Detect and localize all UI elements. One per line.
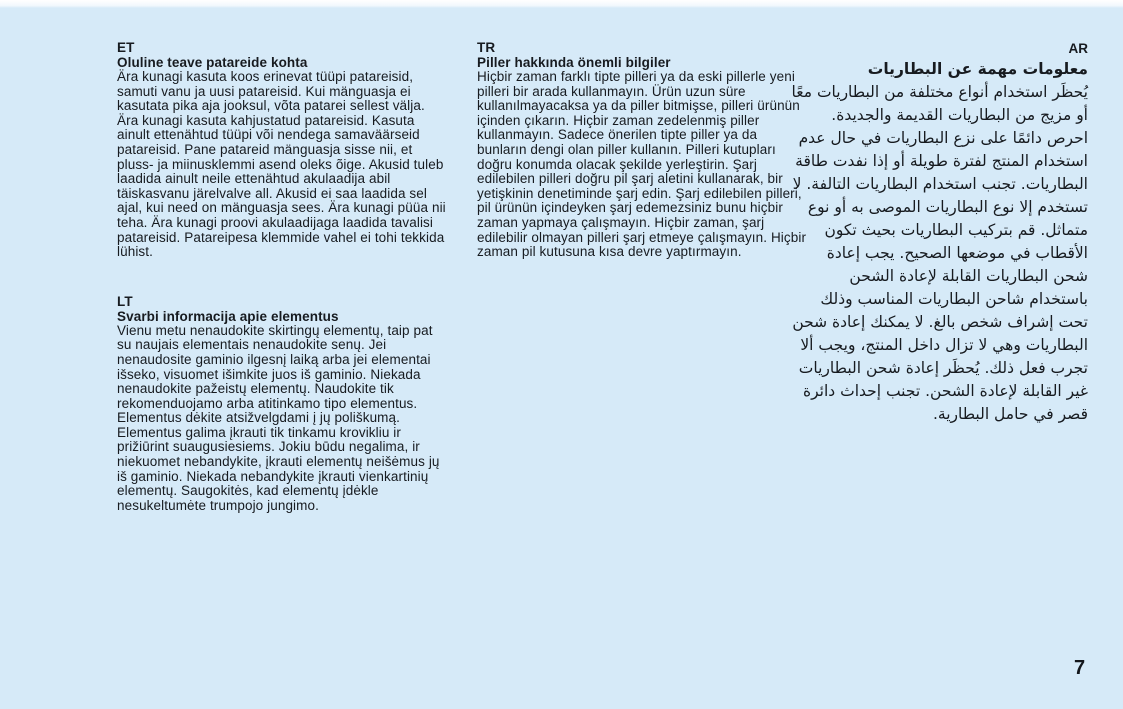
section-tr [477,40,809,260]
language-code-tr: TR [477,40,496,55]
section-lt [117,294,449,514]
column-et-lt [117,40,449,513]
column-ar [788,40,1088,426]
language-code-ar: AR [1068,41,1088,56]
section-body-lt: Vienu metu nenaudokite skirtingų elementų, taip pat su naujais elementais nenaudokite senų. Jei nenaudosite gaminio ilgesnį laiką arba jei elementai išseko, visuomet išimkite juos iš gaminio. Niekada nenaudokite pažeistų elementų. Naudokite tik rekomenduojamo arba atitinkamo tipo elementus. Elementus dėkite atsižvelgdami į jų poliškumą. Elementus galima įkrauti tik tinkamu krovikliu ir prižiūrint suaugusiesiems. Jokiu būdu negalima, ir niekuomet nebandykite, įkrauti elementų neišėmus jų iš gaminio. Niekada nebandykite įkrauti vienkartinių elementų. Saugokitės, kad elementų įdėkle nesukeltumėte trumpojo jungimo. [117,322,440,513]
column-tr [477,40,809,260]
section-title-ar: معلومات مهمة عن البطاريات [867,60,1088,78]
page-top-edge [0,0,1123,8]
section-body-et: Ära kunagi kasuta koos erinevat tüüpi patareisid, samuti vanu ja uusi patareisid. Kui mänguasja ei kasutata pika aja jooksul, võta patarei sellest välja. Ära kunagi kasuta kahjustatud patareisid. Kasuta ainult ettenähtud tüüpi või nendega samaväärseid patareisid. Pane patareid mänguasja sisse nii, et pluss- ja miinusklemmi asend oleks õige. Akusid tuleb laadida ainult neile ettenähtud akulaadija abil täiskasvanu järelvalve all. Akusid ei saa laadida sel ajal, kui need on mänguasja sees. Ära kunagi püüa nii teha. Ära kunagi proovi akulaadijaga laadida tavalisi patareisid. Patareipesa klemmide vahel ei tohi tekkida lühist. [117,69,446,260]
section-title-et: Oluline teave patareide kohta [117,55,308,70]
language-code-lt: LT [117,293,133,309]
language-code-et: ET [117,40,135,55]
section-title-lt: Svarbi informacija apie elementus [117,308,339,324]
section-ar [788,40,1088,426]
section-body-tr: Hiçbir zaman farklı tipte pilleri ya da eski pillerle yeni pilleri bir arada kullanmayın. Ürün uzun süre kullanılmayacaksa ya da piller bitmişse, pilleri ürünün içinden çıkarın. Hiçbir zaman zedelenmiş piller kullanmayın. Sadece önerilen tipte piller ya da bunların dengi olan piller kullanın. Pilleri kutupları doğru konumda olacak şekilde yerleştirin. Şarj edilebilen pilleri doğru pil şarj aletini kullanarak, bir yetişkinin denetiminde şarj edin. Şarj edilebilen pilleri, pil ürünün içindeyken şarj edemezsiniz bunu hiçbir zaman yapmaya çalışmayın. Hiçbir zaman, şarj edilebilir olmayan pilleri şarj etmeye çalışmayın. Hiçbir zaman pil kutusuna kısa devre yaptırmayın. [477,69,807,260]
section-et [117,40,449,260]
section-body-ar: يُحظَر استخدام أنواع مختلفة من البطاريات معًا أو مزيج من البطاريات القديمة والجديدة. احرص دائمًا على نزع البطاريات في حال عدم استخدام المنتج لفترة طويلة أو إذا نفدت طاقة البطاريات. تجنب استخدام البطاريات التالفة. لا تستخدم إلا نوع البطاريات الموصى به أو نوع متماثل. قم بتركيب البطاريات بحيث تكون الأقطاب في موضعها الصحيح. يجب إعادة شحن البطاريات القابلة لإعادة الشحن باستخدام شاحن البطاريات المناسب وذلك تحت إشراف شخص بالغ. لا يمكنك إعادة شحن البطاريات وهي لا تزال داخل المنتج، ويجب ألا تجرب فعل ذلك. يُحظَر إعادة شحن البطاريات غير القابلة لإعادة الشحن. تجنب إحداث دائرة قصر في حامل البطارية. [791,83,1088,423]
section-title-tr: Piller hakkında önemli bilgiler [477,55,671,70]
page-number: 7 [1074,657,1086,679]
